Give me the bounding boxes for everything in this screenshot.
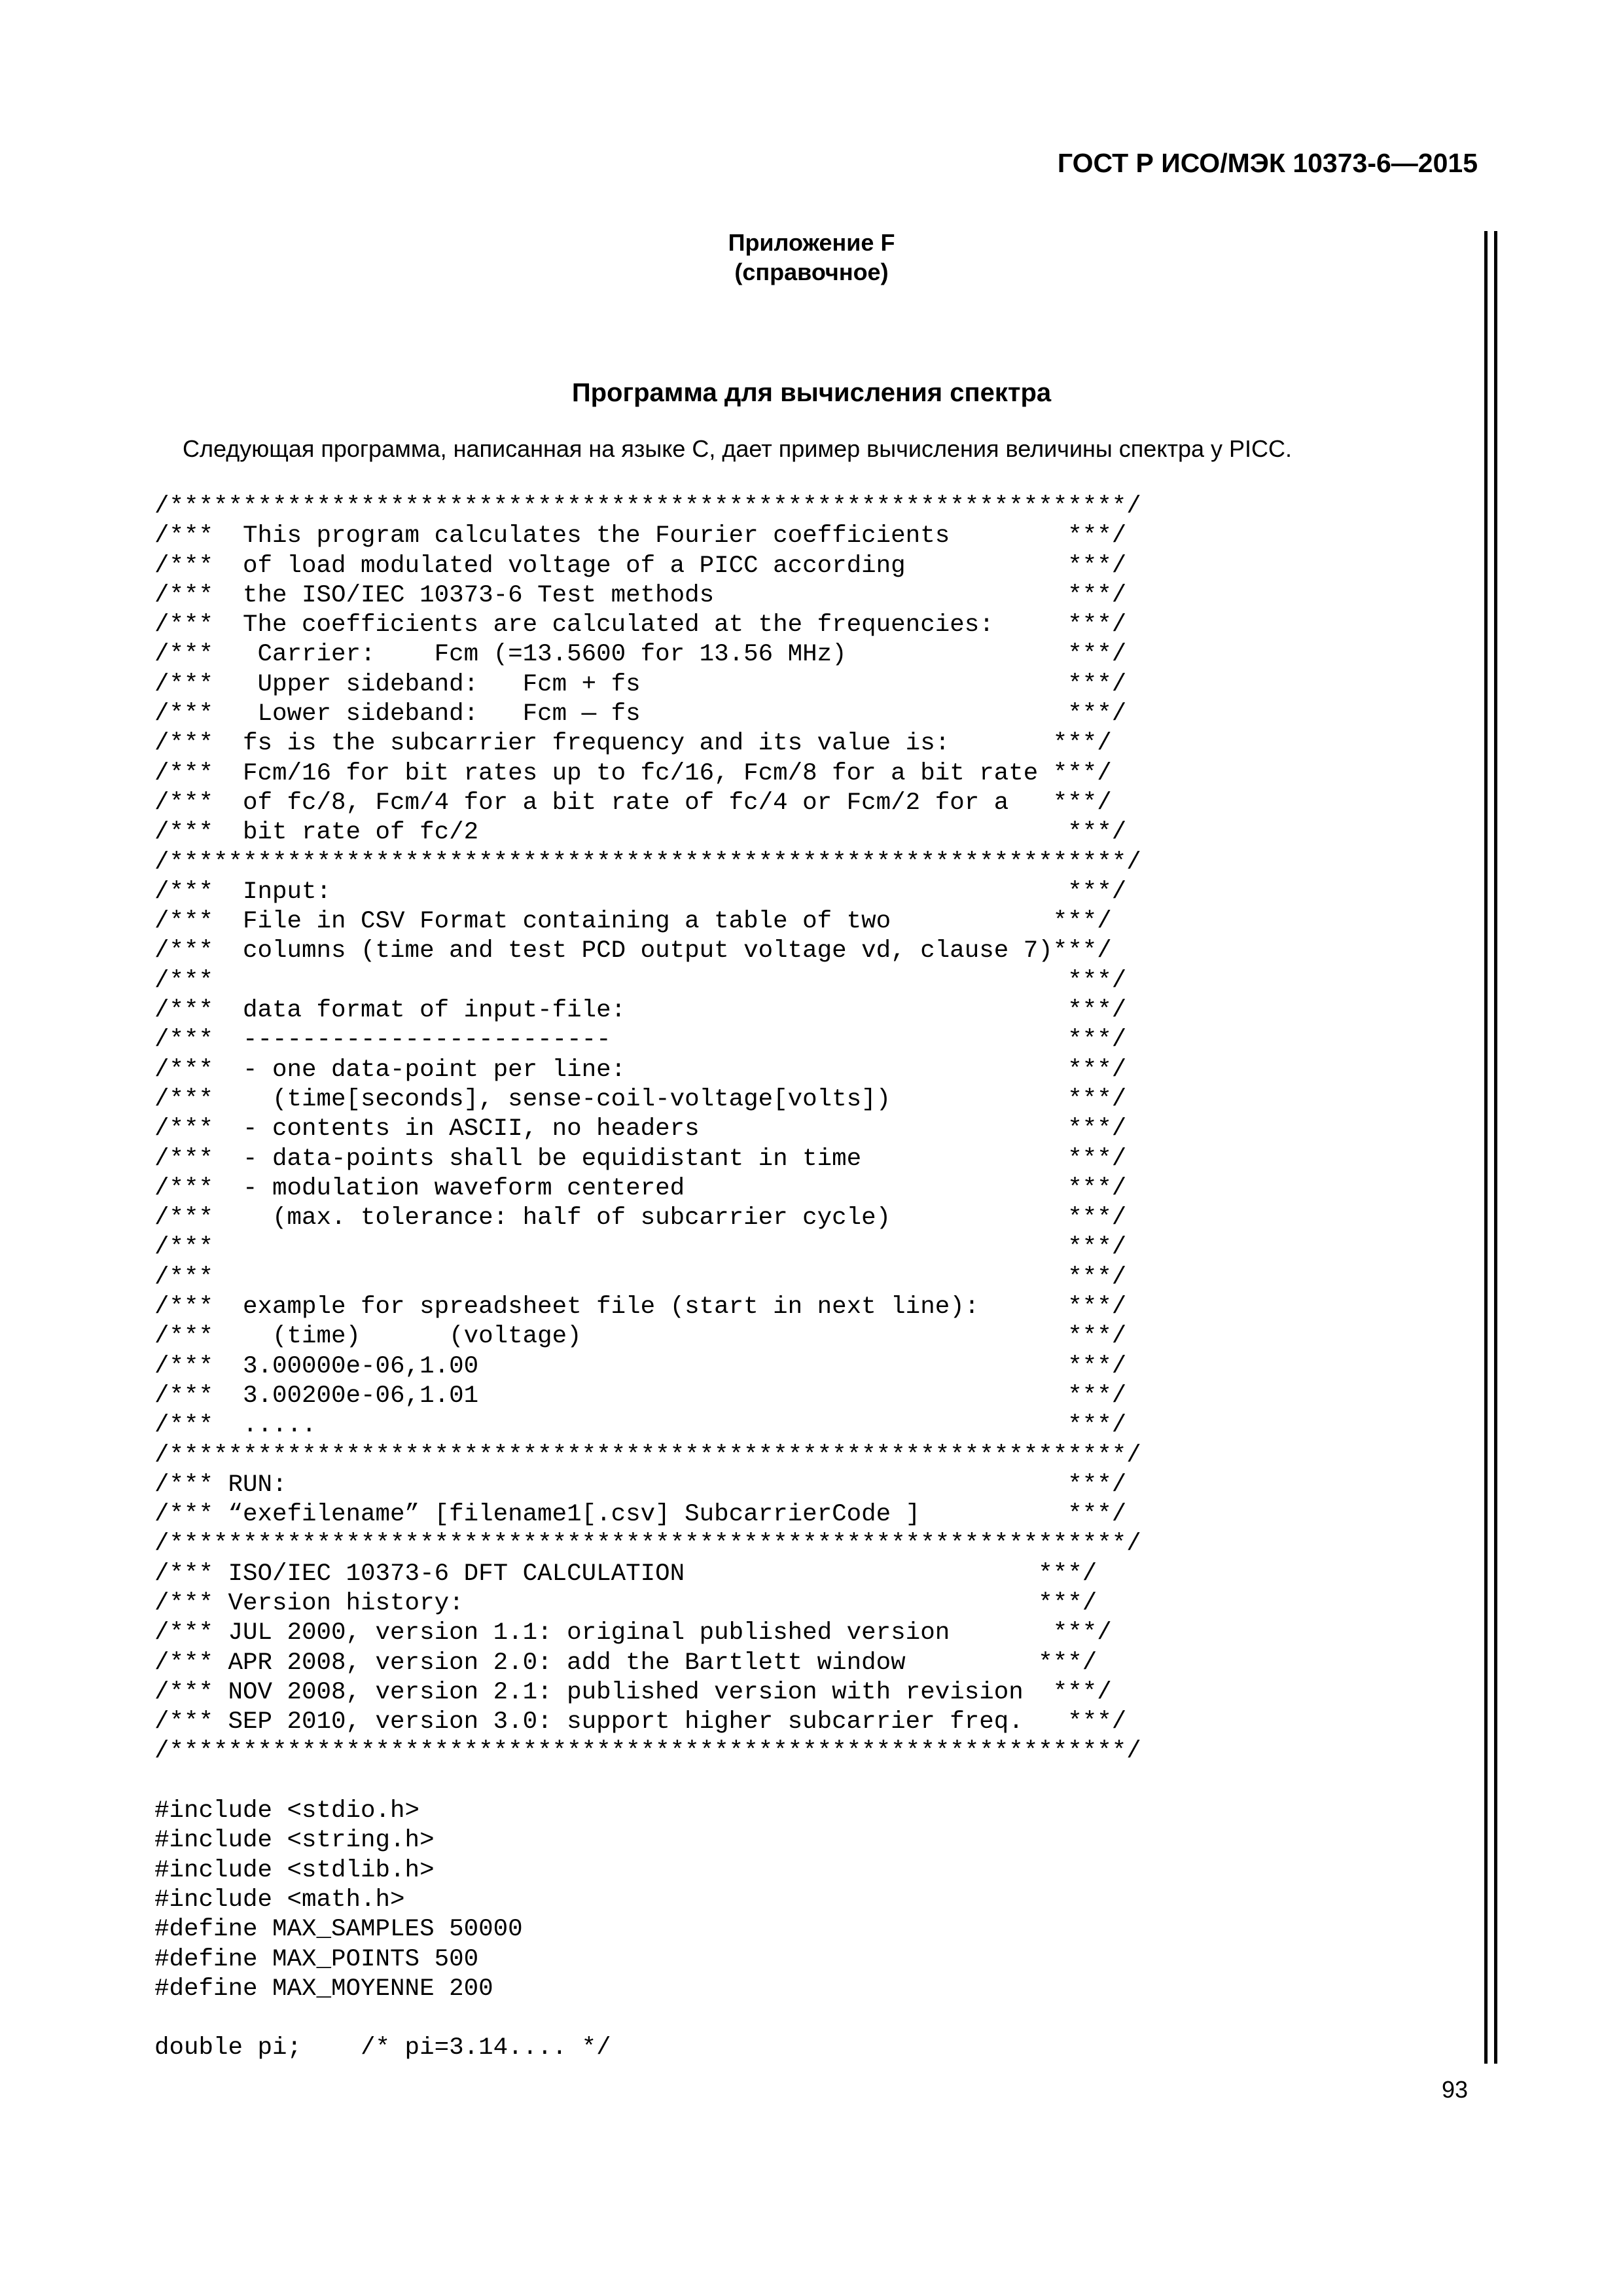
code-line: /*** NOV 2008, version 2.1: published version with revision ***/ — [154, 1678, 1112, 1706]
appendix-kind: (справочное) — [734, 259, 889, 285]
code-line: #define MAX_MOYENNE 200 — [154, 1975, 493, 2003]
code-line: /*** ***/ — [154, 1234, 1127, 1262]
code-line: /*** SEP 2010, version 3.0: support higher subcarrier freq. ***/ — [154, 1708, 1127, 1736]
code-line: /*** Input: ***/ — [154, 878, 1127, 906]
standard-number: ГОСТ Р ИСО/МЭК 10373-6—2015 — [1057, 148, 1478, 178]
appendix-title: Приложение F — [728, 229, 895, 256]
code-line: #include <string.h> — [154, 1827, 435, 1855]
code-line: double pi; /* pi=3.14.... */ — [154, 2034, 611, 2062]
revision-margin-bar — [1484, 231, 1497, 2064]
code-line — [154, 2004, 1141, 2034]
code-line: /*** (max. tolerance: half of subcarrier cycle) ***/ — [154, 1204, 1127, 1232]
code-line: /*** Carrier: Fcm (=13.5600 for 13.56 MHz) ***/ — [154, 641, 1127, 669]
code-line: /*** - one data-point per line: ***/ — [154, 1056, 1127, 1084]
code-line: /*** ISO/IEC 10373-6 DFT CALCULATION ***/ — [154, 1560, 1097, 1588]
code-line: /*** ***/ — [154, 1263, 1127, 1291]
code-line: /*** Fcm/16 for bit rates up to fc/16, Fcm/8 for a bit rate ***/ — [154, 759, 1112, 787]
code-line: /*** fs is the subcarrier frequency and its value is: ***/ — [154, 730, 1112, 758]
code-line: /*** the ISO/IEC 10373-6 Test methods ***/ — [154, 581, 1127, 609]
code-line: /*** example for spreadsheet file (start in next line): ***/ — [154, 1293, 1127, 1321]
code-line: /*** ..... ***/ — [154, 1412, 1127, 1440]
code-line: /*** JUL 2000, version 1.1: original published version ***/ — [154, 1619, 1112, 1647]
page-number: 93 — [1441, 2076, 1468, 2103]
code-line: /*** “exefilename” [filename1[.csv] SubcarrierCode ] ***/ — [154, 1501, 1127, 1529]
code-line: /*****************************************************************/ — [154, 848, 1141, 876]
code-line: /*** APR 2008, version 2.0: add the Bartlett window ***/ — [154, 1649, 1097, 1677]
code-line: /*** data format of input-file: ***/ — [154, 997, 1127, 1025]
code-line — [154, 1767, 1141, 1797]
code-line: /*** 3.00200e-06,1.01 ***/ — [154, 1382, 1127, 1410]
code-line: /*** - contents in ASCII, no headers ***/ — [154, 1115, 1127, 1143]
code-line: #include <stdlib.h> — [154, 1856, 435, 1884]
code-line: #define MAX_SAMPLES 50000 — [154, 1916, 523, 1944]
code-line: /*****************************************************************/ — [154, 1530, 1141, 1558]
code-line: /*** of load modulated voltage of a PICC according ***/ — [154, 552, 1127, 580]
code-line: /*** - modulation waveform centered ***/ — [154, 1174, 1127, 1202]
code-line: /*** - data-points shall be equidistant in time ***/ — [154, 1145, 1127, 1173]
section-title: Программа для вычисления спектра — [571, 378, 1052, 407]
code-line: /*** (time) (voltage) ***/ — [154, 1323, 1127, 1351]
code-line: #include <math.h> — [154, 1886, 405, 1914]
code-line: /*****************************************************************/ — [154, 1738, 1141, 1766]
code-line: /*** File in CSV Format containing a table of two ***/ — [154, 908, 1112, 936]
code-line: /*** Version history: ***/ — [154, 1589, 1097, 1617]
code-line: /*** Upper sideband: Fcm + fs ***/ — [154, 670, 1127, 698]
code-line: /*****************************************************************/ — [154, 1441, 1141, 1469]
code-line: /*** 3.00000e-06,1.00 ***/ — [154, 1352, 1127, 1380]
code-line: #include <stdio.h> — [154, 1797, 420, 1825]
code-line: #define MAX_POINTS 500 — [154, 1945, 479, 1973]
code-line: /*** The coefficients are calculated at the frequencies: ***/ — [154, 611, 1127, 639]
code-line: /*** This program calculates the Fourier coefficients ***/ — [154, 522, 1127, 550]
code-line: /*** (time[seconds], sense-coil-voltage[volts]) ***/ — [154, 1085, 1127, 1113]
code-line: /*** bit rate of fc/2 ***/ — [154, 819, 1127, 847]
code-line: /*** ------------------------- ***/ — [154, 1026, 1127, 1054]
code-line: /*** columns (time and test PCD output voltage vd, clause 7)***/ — [154, 937, 1112, 965]
code-listing — [154, 492, 1141, 2064]
code-line: /*** ***/ — [154, 967, 1127, 995]
intro-paragraph: Следующая программа, написанная на языке С, дает пример вычисления величины спектра у PICC. — [183, 435, 1293, 462]
code-line: /*****************************************************************/ — [154, 493, 1141, 520]
code-line: /*** Lower sideband: Fcm — fs ***/ — [154, 700, 1127, 728]
code-line: /*** RUN: ***/ — [154, 1471, 1127, 1499]
code-line: /*** of fc/8, Fcm/4 for a bit rate of fc/4 or Fcm/2 for a ***/ — [154, 789, 1112, 817]
